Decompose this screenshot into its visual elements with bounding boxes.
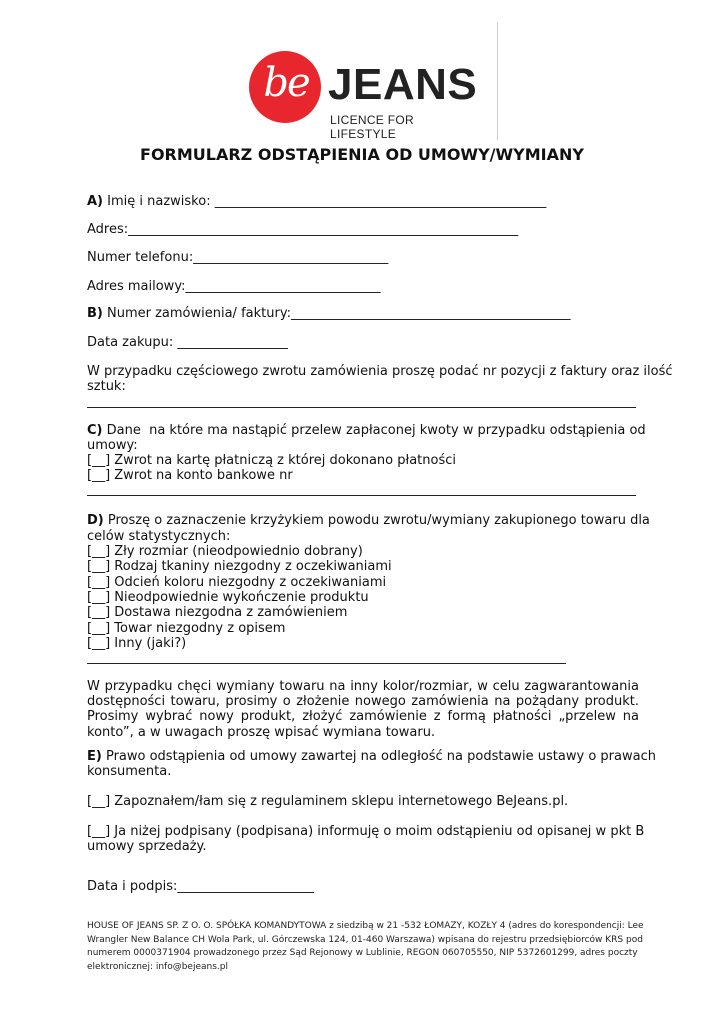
- section-b-marker: B): [87, 306, 103, 321]
- reason-checkbox-size[interactable]: [__] Zły rozmiar (nieodpowiednio dobrany): [87, 544, 363, 559]
- logo-wordmark: JEANS: [328, 60, 478, 109]
- phone-field[interactable]: Numer telefonu:______________________________: [87, 250, 389, 265]
- name-label: Imię i nazwisko: ___________________________________________________: [103, 194, 547, 209]
- address-field[interactable]: Adres:____________________________________________________________: [87, 222, 519, 237]
- section-e-marker: E): [87, 749, 102, 764]
- other-reason-input-line[interactable]: [87, 663, 566, 664]
- purchase-date-field[interactable]: Data zakupu: _________________: [87, 335, 288, 350]
- reason-checkbox-delivery[interactable]: [__] Dostawa niezgodna z zamówieniem: [87, 605, 348, 620]
- withdrawal-right-text-2: konsumenta.: [87, 764, 172, 779]
- withdrawal-text-2: umowy sprzedaży.: [87, 839, 207, 854]
- logo-tagline: LICENCE FOR LIFESTYLE: [330, 113, 414, 141]
- reason-checkbox-fabric[interactable]: [__] Rodzaj tkaniny niezgodny z oczekiwaniami: [87, 559, 392, 574]
- bejeans-logo: [244, 51, 478, 141]
- regulations-checkbox[interactable]: [__] Zapoznałem/łam się z regulaminem sklepu internetowego BeJeans.pl.: [87, 794, 569, 809]
- withdrawal-right-text-1: Prawo odstąpienia od umowy zawartej na odległość na podstawie ustawy o prawach: [101, 749, 656, 764]
- reason-text-1: Proszę o zaznaczenie krzyżykiem powodu zwrotu/wymiany zakupionego towaru dla: [103, 513, 650, 528]
- exchange-note: W przypadku chęci wymiany towaru na inny kolor/rozmiar, w celu zagwarantowania dostępności towaru, prosimy o złożenie nowego zamówienia na pożądany produkt. Prosimy wybrać nowy produkt, złożyć zamówienie z formą płatności „przelew na konto”, a w uwagach proszę wpisać wymiana towaru.: [87, 679, 639, 740]
- refund-text: [87, 423, 646, 439]
- email-field[interactable]: Adres mailowy:______________________________: [87, 279, 381, 294]
- bank-account-input-line[interactable]: [87, 495, 636, 496]
- section-d-marker: D): [87, 513, 104, 528]
- section-c-marker: C): [87, 423, 103, 438]
- section-a-marker: A): [87, 194, 104, 209]
- header-divider: [497, 22, 498, 140]
- refund-card-checkbox[interactable]: [__] Zwrot na kartę płatniczą z której dokonano płatności: [87, 453, 456, 468]
- partial-return-input-line[interactable]: [87, 407, 636, 408]
- partial-return-text-2: sztuk:: [87, 379, 126, 394]
- reason-checkbox-other[interactable]: [__] Inny (jaki?): [87, 636, 187, 651]
- reason-checkbox-finish[interactable]: [__] Nieodpowiednie wykończenie produktu: [87, 590, 369, 605]
- refund-text-2: umowy:: [87, 438, 138, 453]
- partial-return-text: W przypadku częściowego zwrotu zamówienia proszę podać nr pozycji z faktury oraz ilość: [87, 364, 673, 379]
- reason-checkbox-description[interactable]: [__] Towar niezgodny z opisem: [87, 621, 286, 636]
- refund-bank-checkbox[interactable]: [__] Zwrot na konto bankowe nr: [87, 468, 293, 483]
- signature-field[interactable]: Data i podpis:_____________________: [87, 879, 314, 894]
- page-title: FORMULARZ ODSTĄPIENIA OD UMOWY/WYMIANY: [140, 145, 584, 164]
- name-field[interactable]: [87, 194, 546, 210]
- logo-mark: be: [263, 60, 309, 106]
- withdrawal-right-text: [87, 749, 656, 765]
- reason-checkbox-color[interactable]: [__] Odcień koloru niezgodny z oczekiwaniami: [87, 575, 387, 590]
- company-footer: HOUSE OF JEANS SP. Z O. O. SPÓŁKA KOMANDYTOWA z siedzibą w 21 -532 ŁOMAZY, KOZŁY 4 (adres do korespondencji: Lee Wrangler New Balance CH Wola Park, ul. Górczewska 124, 01-460 Warszawa) wpisana do rejestru przedsiębiorców KRS pod numerem 0000371904 prowadzonego przez Sąd Rejonowy w Lublinie, REGON 060705550, NIP 5372601299, adres poczty elektronicznej: info@bejeans.pl: [87, 921, 644, 972]
- reason-text: [87, 513, 650, 529]
- reason-text-2: celów statystycznych:: [87, 529, 231, 544]
- refund-text-1: Dane na które ma nastąpić przelew zapłaconej kwoty w przypadku odstąpienia od: [102, 423, 646, 438]
- withdrawal-checkbox[interactable]: [__] Ja niżej podpisany (podpisana) informuję o moim odstąpieniu od opisanej w pkt B: [87, 824, 645, 839]
- order-number-field[interactable]: [87, 306, 570, 322]
- order-number-label: Numer zamówienia/ faktury:___________________________________________: [102, 306, 571, 321]
